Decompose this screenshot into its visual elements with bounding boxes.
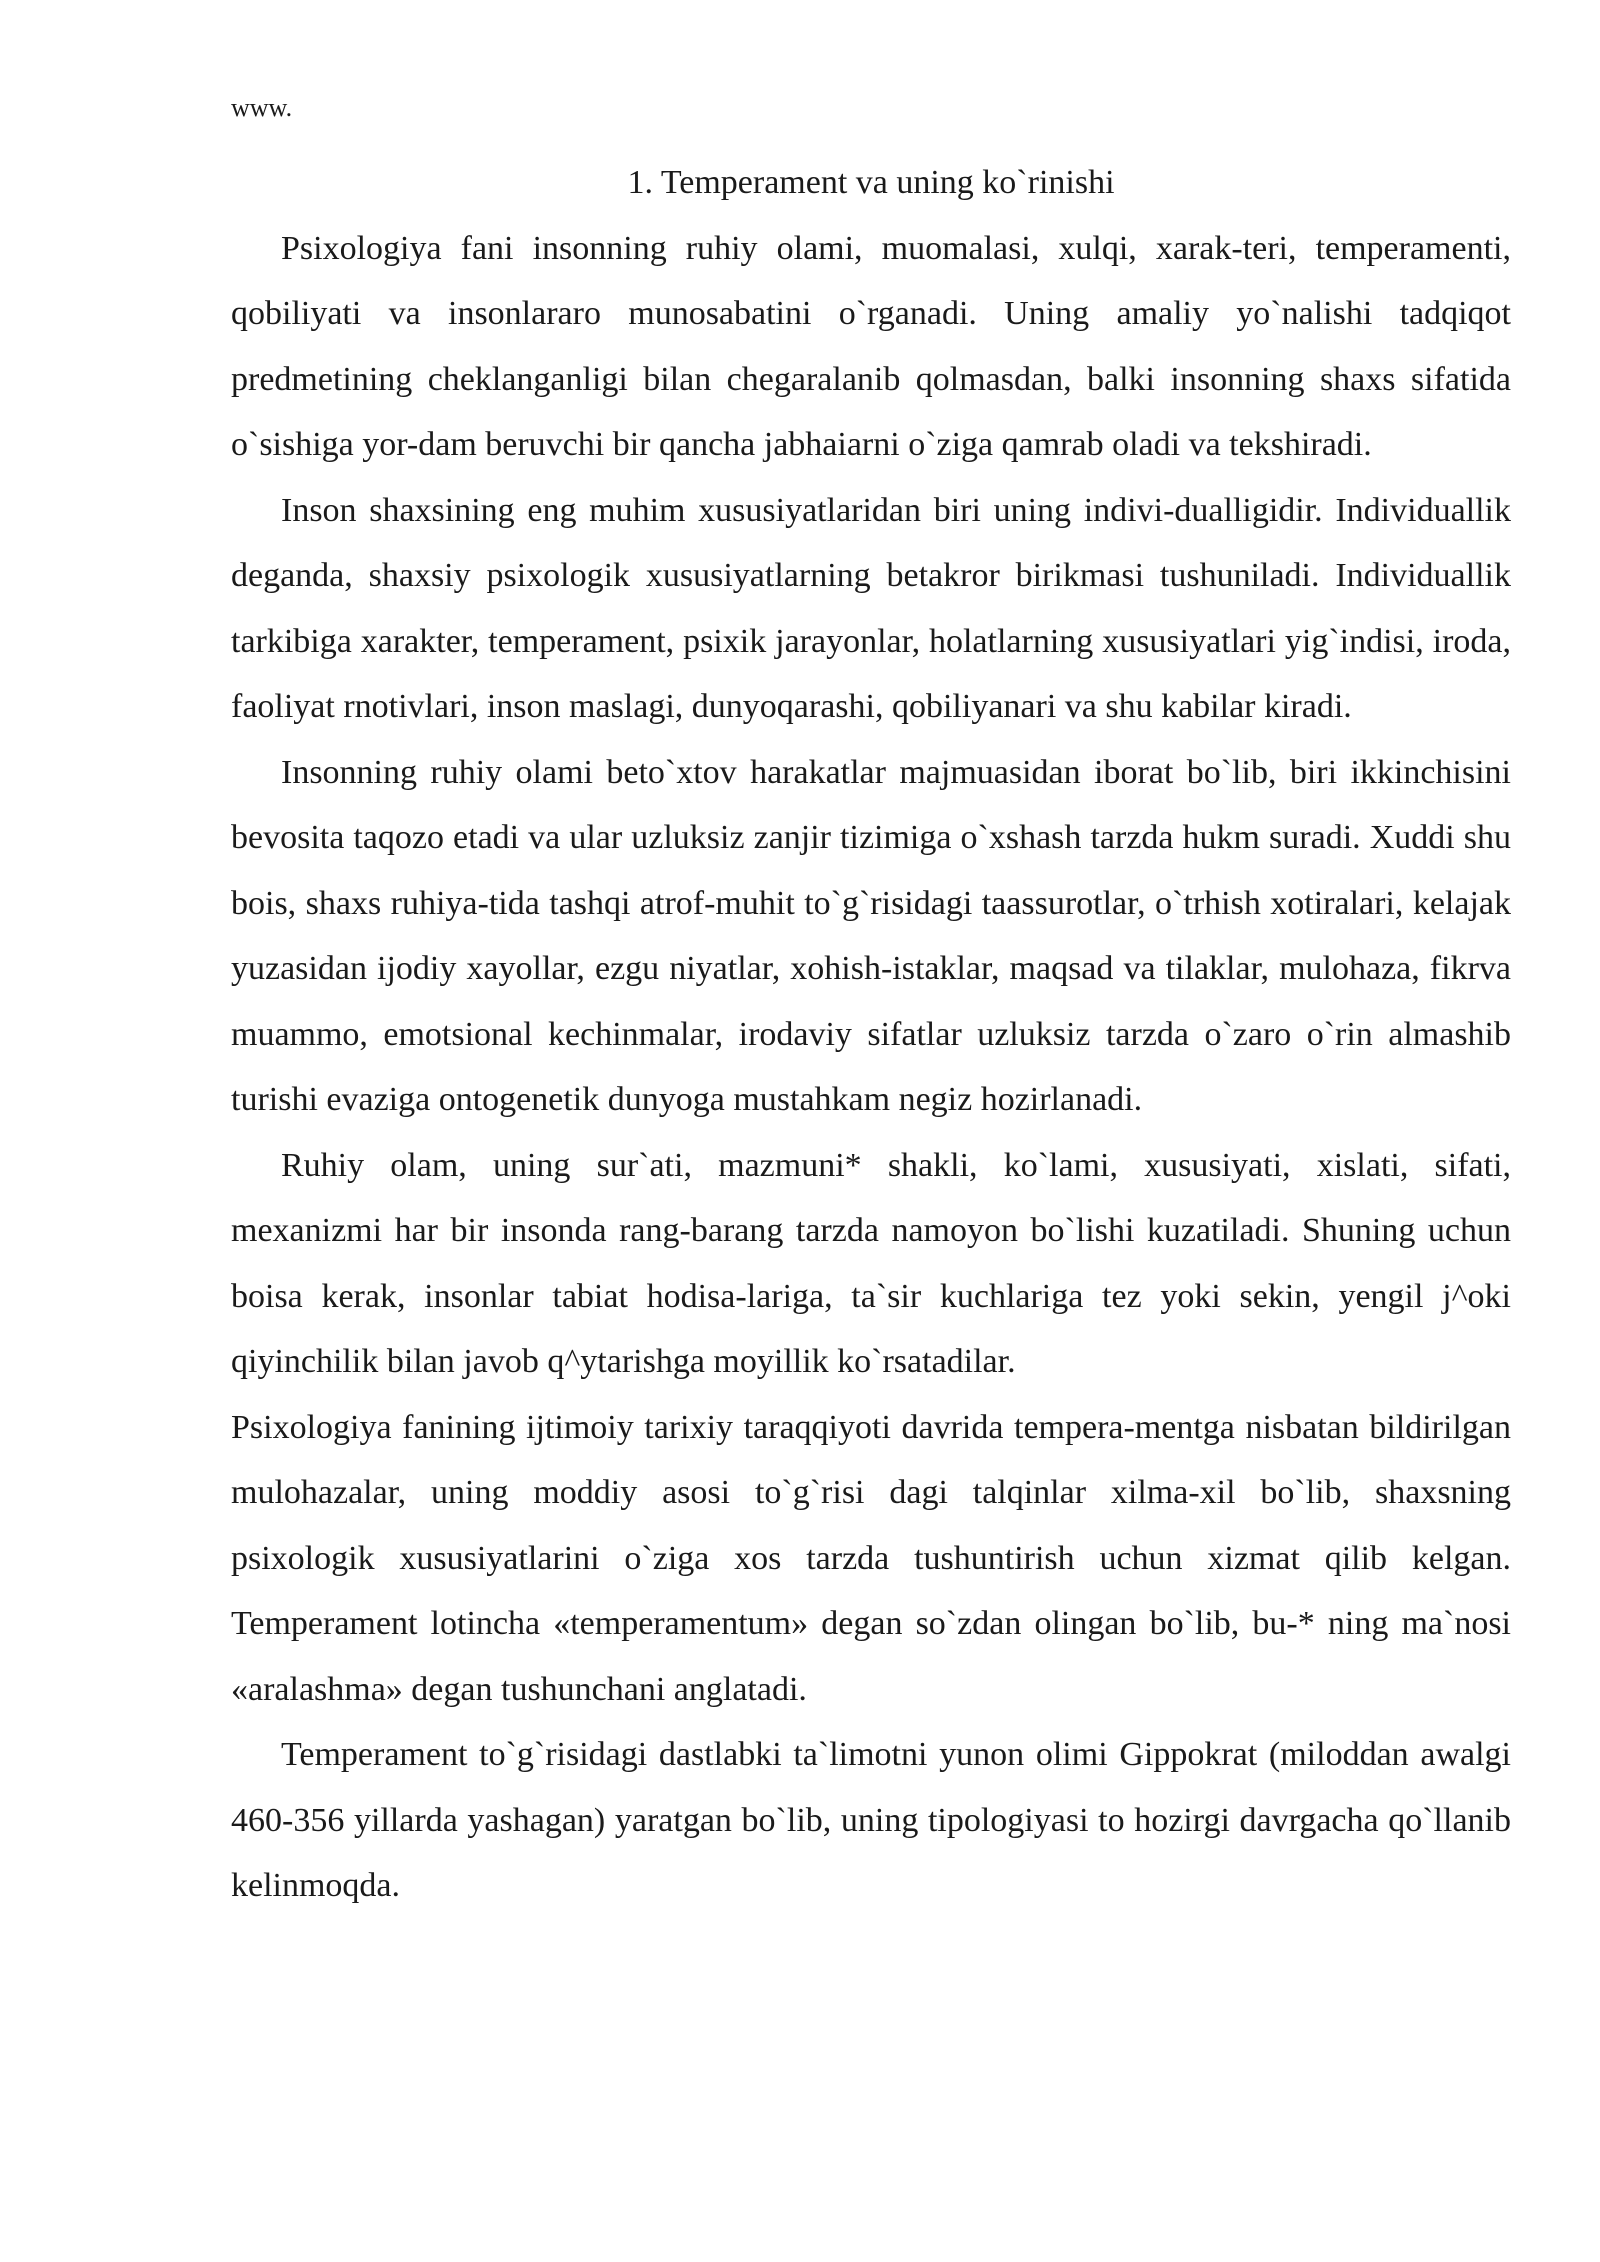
header-url: www. <box>231 93 293 122</box>
paragraph-3: Insonning ruhiy olami beto`xtov harakatlar majmuasidan iborat bo`lib, biri ikkinchisini bevosita taqozo etadi va ular uzluksiz zanjir tizimiga o`xshash tarzda hukm suradi. Xuddi shu bois, shaxs ruhiya-tida tashqi atrof-muhit to`g`risidagi taassurotlar, o`trhish xotiralari, kelajak yuzasidan ijodiy xayollar, ezgu niyatlar, xohish-istaklar, maqsad va tilaklar, mulohaza, fikrva muammo, emotsional kechinmalar, irodaviy sifatlar uzluksiz tarzda o`zaro o`rin almashib turishi evaziga ontogenetik dunyoga mustahkam negiz hozirlanadi. <box>231 753 1511 1118</box>
paragraph-5: Psixologiya fanining ijtimoiy tarixiy taraqqiyoti davrida tempera-mentga nisbatan bildirilgan mulohazalar, uning moddiy asosi to`g`risi dagi talqinlar xilma-xil bo`lib, shaxsning psixologik xususiyatlarini o`ziga xos tarzda tushuntirish uchun xizmat qilib kelgan. Temperament lotincha «temperamentum» degan so`zdan olingan bo`lib, bu-* ning ma`nosi «aralashma» degan tushunchani anglatadi. <box>231 1408 1511 1708</box>
paragraph-6: Temperament to`g`risidagi dastlabki ta`limotni yunon olimi Gippokrat (miloddan awalgi 460-356 yillarda yashagan) yaratgan bo`lib, uning tipologiyasi to hozirgi davrgacha qo`llanib kelinmoqda. <box>231 1736 1511 1904</box>
paragraph-2: Inson shaxsining eng muhim xususiyatlaridan biri uning indivi-dualligidir. Individuallik deganda, shaxsiy psixologik xususiyatlarning betakror birikmasi tushuniladi. Individuallik tarkibiga xarakter, temperament, psixik jarayonlar, holatlarning xususiyatlari yig`indisi, iroda, faoliyat rnotivlari, inson maslagi, dunyoqarashi, qobiliyanari va shu kabilar kiradi. <box>231 491 1511 725</box>
paragraph-1: Psixologiya fani insonning ruhiy olami, muomalasi, xulqi, xarak-teri, temperamenti, qobiliyati va insonlararo munosabatini o`rganadi. Uning amaliy yo`nalishi tadqiqot predmetining cheklanganligi bilan chegaralanib qolmasdan, balki insonning shaxs sifatida o`sishiga yor-dam beruvchi bir qancha jabhaiarni o`ziga qamrab oladi va tekshiradi. <box>231 229 1511 463</box>
section-title: 1. Temperament va uning ko`rinishi <box>627 164 1115 201</box>
document-body <box>231 150 1511 1919</box>
paragraph-4: Ruhiy olam, uning sur`ati, mazmuni* shakli, ko`lami, xususiyati, xislati, sifati, mexanizmi har bir insonda rang-barang tarzda namoyon bo`lishi kuzatiladi. Shuning uchun boisa kerak, insonlar tabiat hodisa-lariga, ta`sir kuchlariga tez yoki sekin, yengil j^oki qiyinchilik bilan javob q^ytarishga moyillik ko`rsatadilar. <box>231 1146 1511 1380</box>
